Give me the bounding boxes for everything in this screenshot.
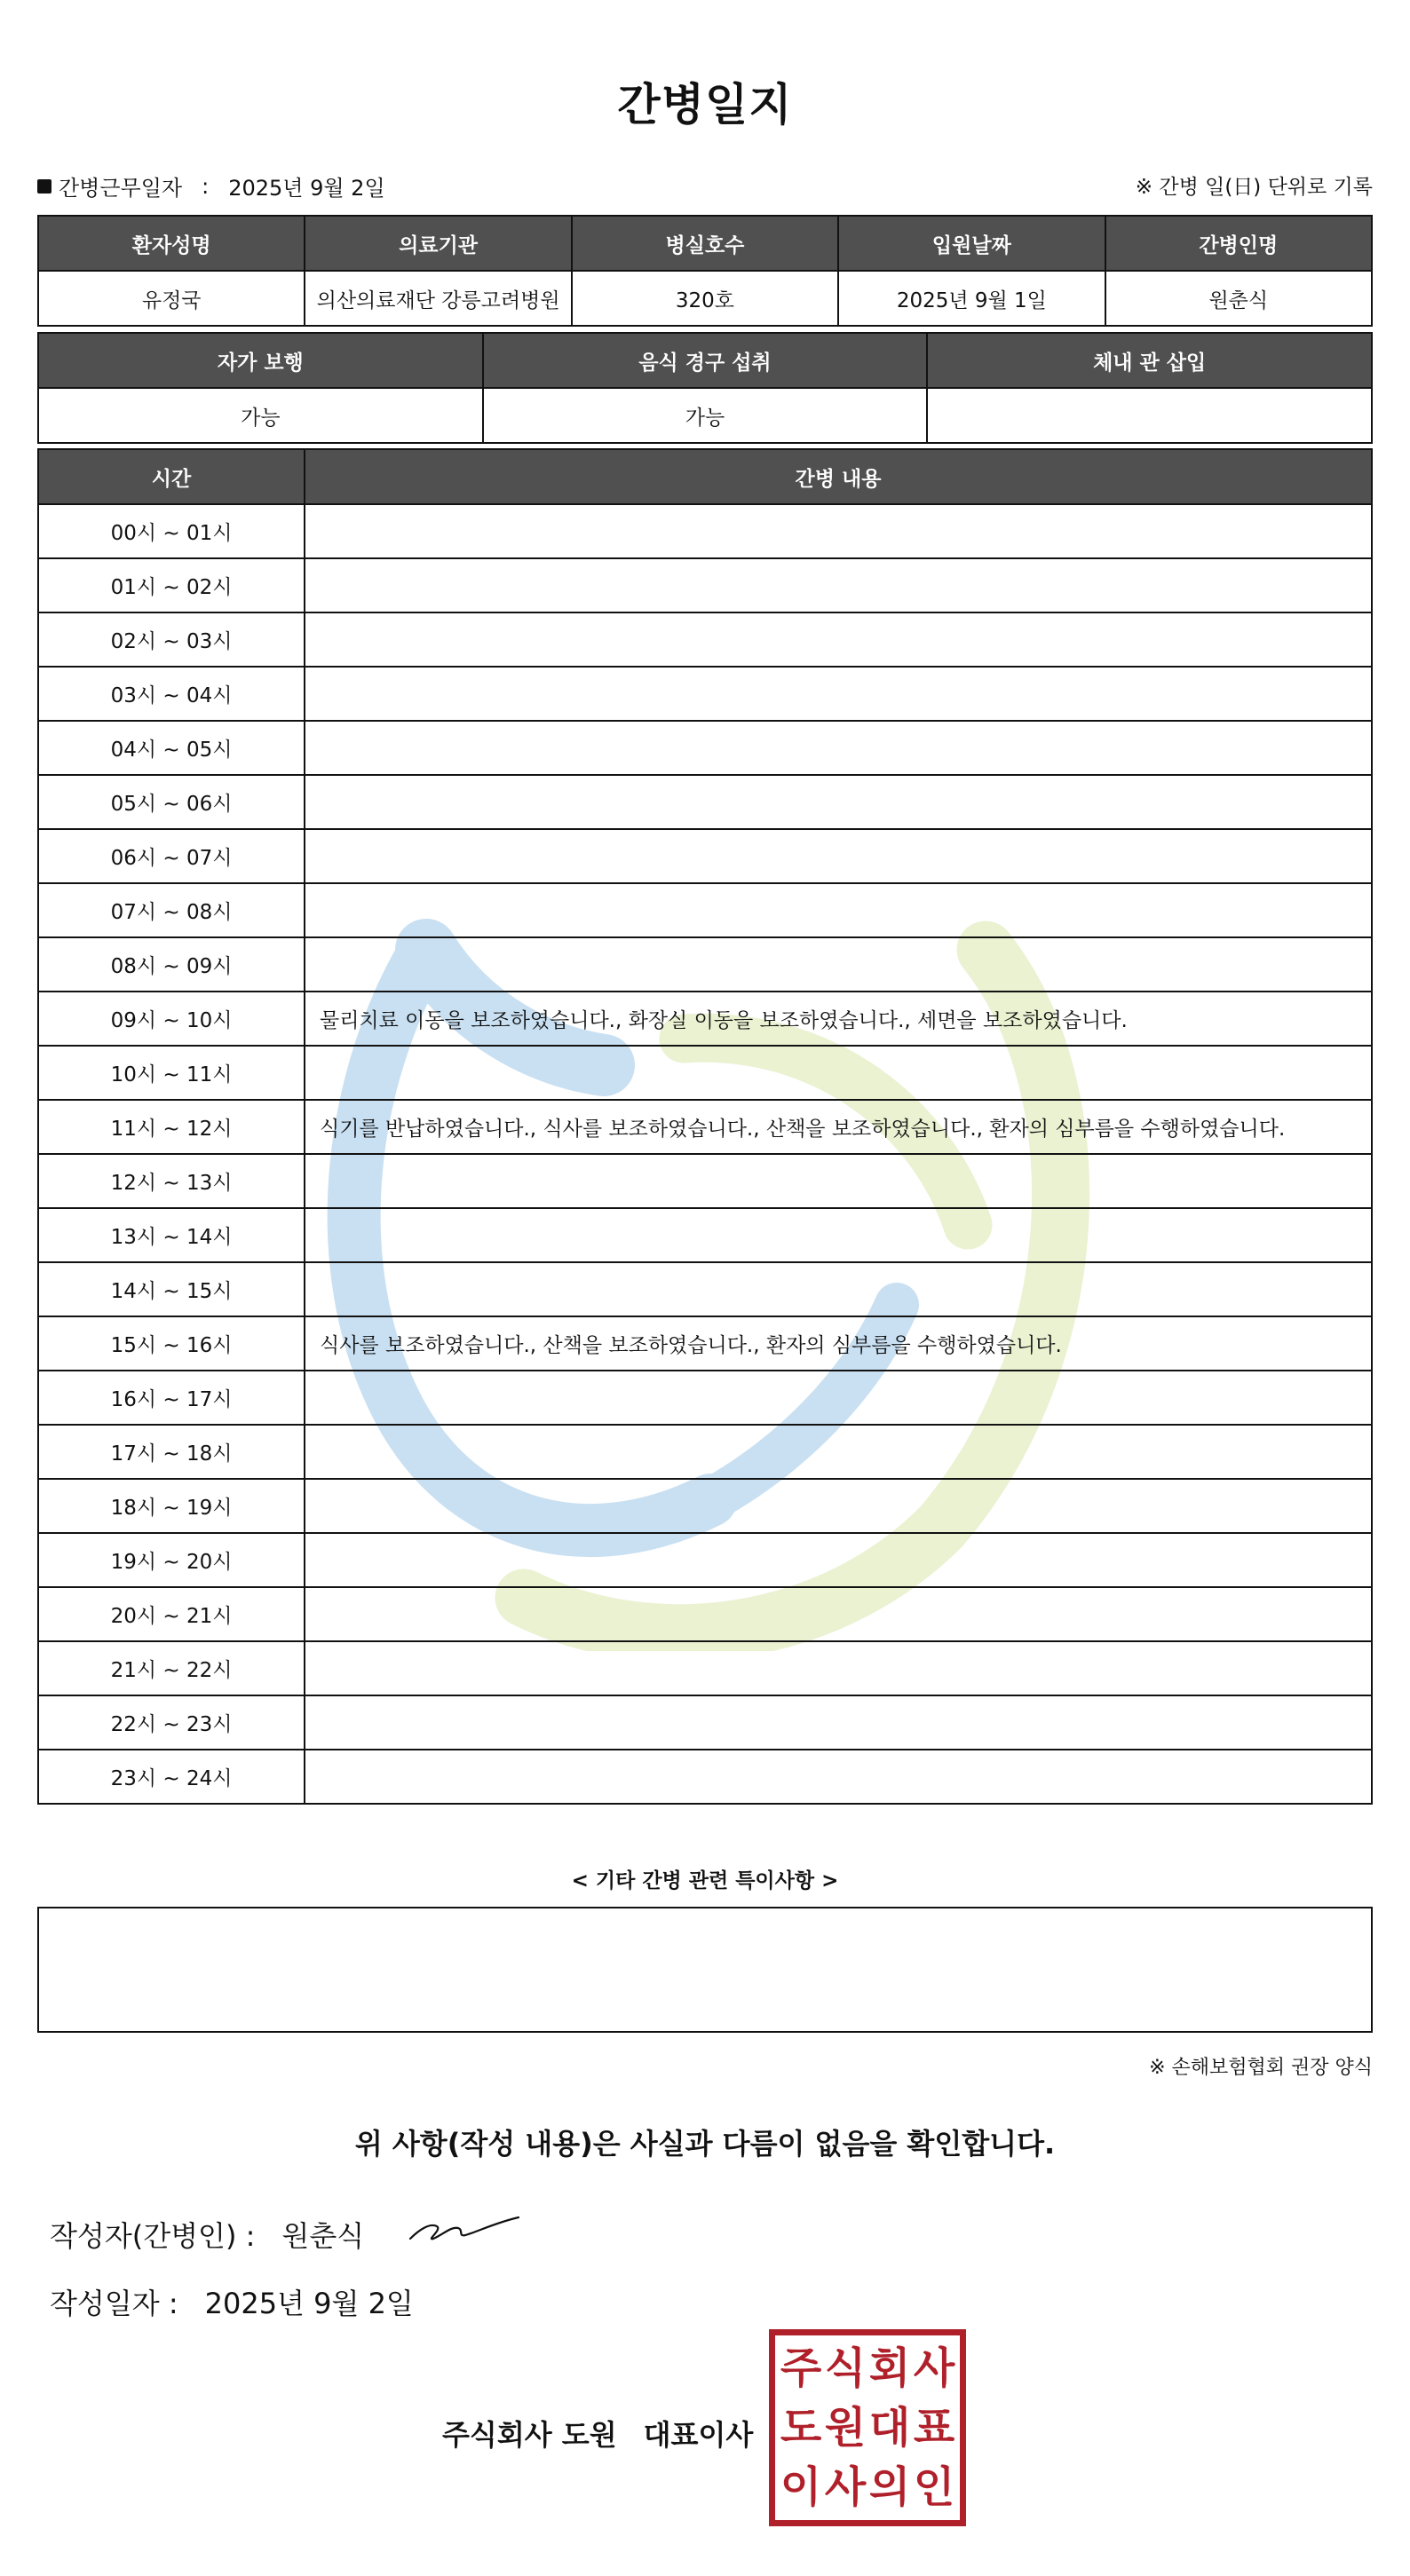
notes-box (37, 1907, 1373, 2033)
log-content (305, 1371, 1372, 1425)
header-institution: 의료기관 (305, 216, 571, 271)
care-log-row (38, 721, 1372, 775)
log-content (305, 1425, 1372, 1479)
written-date-line (50, 2281, 414, 2322)
patient-info-value-row (38, 271, 1372, 326)
log-time: 11시 ~ 12시 (38, 1100, 305, 1154)
signature-icon (407, 2210, 522, 2246)
log-content (305, 1479, 1372, 1533)
self-walking-value: 가능 (38, 388, 483, 443)
care-log-row (38, 829, 1372, 883)
care-log-row (38, 1587, 1372, 1641)
care-log-row (38, 1100, 1372, 1154)
tube-insertion-value (927, 388, 1372, 443)
writer-name: 원춘식 (281, 2219, 365, 2253)
work-date-value: 2025년 9월 2일 (228, 176, 385, 201)
log-time: 18시 ~ 19시 (38, 1479, 305, 1533)
log-content: 식기를 반납하였습니다., 식사를 보조하였습니다., 산책을 보조하였습니다., 환자의 심부름을 수행하였습니다. (305, 1100, 1372, 1154)
log-content (305, 1641, 1372, 1695)
log-time: 14시 ~ 15시 (38, 1262, 305, 1316)
seal-character: 대 (868, 2402, 911, 2453)
log-time: 12시 ~ 13시 (38, 1154, 305, 1208)
log-time: 21시 ~ 22시 (38, 1641, 305, 1695)
header-oral-intake: 음식 경구 섭취 (483, 333, 928, 388)
log-content (305, 721, 1372, 775)
care-log-header-row (38, 449, 1372, 504)
care-log-row (38, 558, 1372, 612)
log-content (305, 1533, 1372, 1587)
patient-name: 유정국 (38, 271, 305, 326)
status-value-row (38, 388, 1372, 443)
log-time: 05시 ~ 06시 (38, 775, 305, 829)
log-content (305, 883, 1372, 937)
care-log-table (37, 448, 1373, 1805)
room-number: 320호 (572, 271, 838, 326)
care-log-row (38, 992, 1372, 1046)
written-date-label: 작성일자 : (50, 2287, 178, 2320)
log-time: 03시 ~ 04시 (38, 667, 305, 721)
log-content (305, 829, 1372, 883)
meta-row (37, 170, 1373, 206)
form-note: ※ 손해보험협회 권장 양식 (1149, 2057, 1373, 2079)
log-time: 23시 ~ 24시 (38, 1750, 305, 1804)
header-tube-insertion: 체내 관 삽입 (927, 333, 1372, 388)
header-care-content: 간병 내용 (305, 449, 1372, 504)
log-time: 04시 ~ 05시 (38, 721, 305, 775)
log-time: 08시 ~ 09시 (38, 937, 305, 992)
care-log-row (38, 1425, 1372, 1479)
seal-character: 원 (824, 2402, 867, 2453)
header-self-walking: 자가 보행 (38, 333, 483, 388)
seal-character: 이 (780, 2461, 822, 2512)
log-time: 17시 ~ 18시 (38, 1425, 305, 1479)
log-content (305, 504, 1372, 558)
log-content (305, 937, 1372, 992)
company-seal-stamp (769, 2329, 966, 2526)
log-content (305, 1262, 1372, 1316)
seal-character: 표 (913, 2402, 955, 2453)
seal-character: 사 (913, 2343, 955, 2394)
care-log-row (38, 1695, 1372, 1750)
status-header-row (38, 333, 1372, 388)
log-content (305, 1046, 1372, 1100)
care-log-row (38, 612, 1372, 667)
care-log-row (38, 937, 1372, 992)
company-rep: 대표이사 (643, 2418, 754, 2452)
log-time: 15시 ~ 16시 (38, 1316, 305, 1371)
writer-line (50, 2214, 364, 2255)
care-log-row (38, 1208, 1372, 1262)
page-title: 간병일지 (617, 79, 793, 130)
log-time: 13시 ~ 14시 (38, 1208, 305, 1262)
log-time: 07시 ~ 08시 (38, 883, 305, 937)
log-content (305, 1208, 1372, 1262)
care-log-row (38, 1371, 1372, 1425)
log-content (305, 1587, 1372, 1641)
log-content: 물리치료 이동을 보조하였습니다., 화장실 이동을 보조하였습니다., 세면을 보조하였습니다. (305, 992, 1372, 1046)
care-log-row (38, 1533, 1372, 1587)
work-date (37, 170, 385, 201)
log-time: 19시 ~ 20시 (38, 1533, 305, 1587)
company-line (442, 2413, 753, 2454)
work-date-separator: : (202, 173, 210, 199)
care-log-body (38, 504, 1372, 1804)
patient-info-header-row (38, 216, 1372, 271)
seal-character: 회 (868, 2343, 911, 2394)
confirmation-statement: 위 사항(작성 내용)은 사실과 다름이 없음을 확인합니다. (354, 2127, 1056, 2161)
log-content (305, 775, 1372, 829)
log-time: 06시 ~ 07시 (38, 829, 305, 883)
care-log-row (38, 1316, 1372, 1371)
care-log-row (38, 1262, 1372, 1316)
header-time: 시간 (38, 449, 305, 504)
care-log-row (38, 1046, 1372, 1100)
care-log-row (38, 1750, 1372, 1804)
log-content (305, 612, 1372, 667)
log-time: 09시 ~ 10시 (38, 992, 305, 1046)
seal-character: 주 (780, 2343, 822, 2394)
company-name: 주식회사 도원 (442, 2418, 617, 2452)
care-log-row (38, 775, 1372, 829)
seal-character: 식 (824, 2343, 867, 2394)
caregiver-name: 원춘식 (1105, 271, 1372, 326)
log-content: 식사를 보조하였습니다., 산책을 보조하였습니다., 환자의 심부름을 수행하였습니다. (305, 1316, 1372, 1371)
log-time: 10시 ~ 11시 (38, 1046, 305, 1100)
written-date-value: 2025년 9월 2일 (204, 2287, 414, 2320)
seal-character: 도 (780, 2402, 822, 2453)
log-time: 20시 ~ 21시 (38, 1587, 305, 1641)
patient-info-table (37, 215, 1373, 327)
header-room: 병실호수 (572, 216, 838, 271)
work-date-label: 간병근무일자 (59, 176, 183, 201)
care-log-row (38, 1479, 1372, 1533)
log-content (305, 667, 1372, 721)
care-log-row (38, 667, 1372, 721)
institution: 의산의료재단 강릉고려병원 (305, 271, 571, 326)
header-admission-date: 입원날짜 (838, 216, 1105, 271)
log-time: 00시 ~ 01시 (38, 504, 305, 558)
seal-character: 인 (913, 2461, 955, 2512)
log-time: 02시 ~ 03시 (38, 612, 305, 667)
seal-character: 의 (868, 2461, 911, 2512)
log-time: 01시 ~ 02시 (38, 558, 305, 612)
care-log-row (38, 1641, 1372, 1695)
notes-title: < 기타 간병 관련 특이사항 > (571, 1869, 839, 1892)
log-content (305, 1750, 1372, 1804)
care-log-row (38, 883, 1372, 937)
care-log-row (38, 504, 1372, 558)
seal-character: 사 (824, 2461, 867, 2512)
header-caregiver-name: 간병인명 (1105, 216, 1372, 271)
writer-label: 작성자(간병인) : (50, 2219, 256, 2253)
log-time: 16시 ~ 17시 (38, 1371, 305, 1425)
admission-date: 2025년 9월 1일 (838, 271, 1105, 326)
log-content (305, 1154, 1372, 1208)
square-bullet-icon (37, 179, 51, 194)
unit-note: ※ 간병 일(日) 단위로 기록 (1135, 176, 1373, 199)
log-content (305, 1695, 1372, 1750)
header-patient-name: 환자성명 (38, 216, 305, 271)
log-time: 22시 ~ 23시 (38, 1695, 305, 1750)
oral-intake-value: 가능 (483, 388, 928, 443)
patient-status-table (37, 332, 1373, 444)
log-content (305, 558, 1372, 612)
care-log-row (38, 1154, 1372, 1208)
